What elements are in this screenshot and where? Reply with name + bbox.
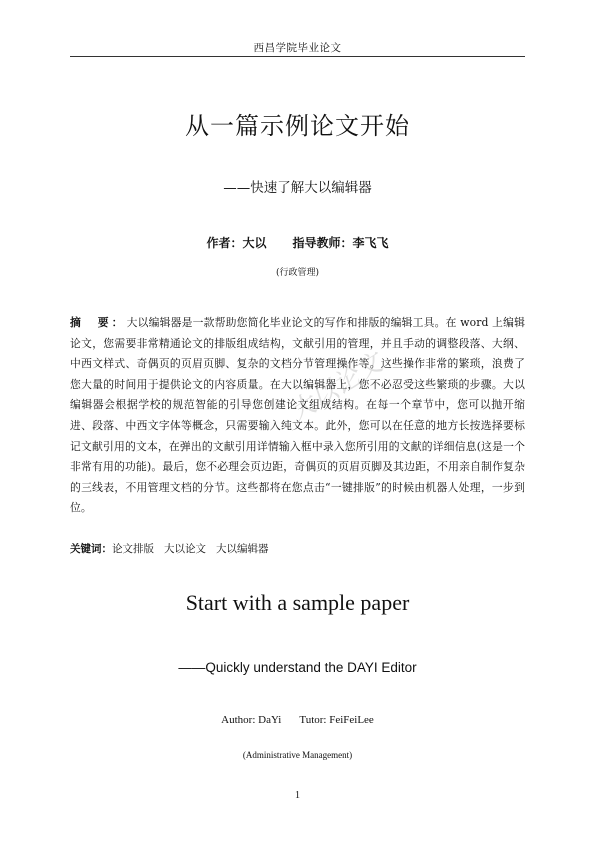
english-title: Start with a sample paper [185,590,410,615]
keyword: 大以论文 [164,543,206,555]
english-subtitle: ——Quickly understand the DAYI Editor [178,660,417,675]
page-number: 1 [295,790,300,801]
chinese-title: 从一篇示例论文开始 [185,112,410,140]
keyword: 论文排版 [112,543,154,555]
chinese-keywords [70,541,525,556]
english-tutor: Tutor: FeiFeiLee [299,714,374,726]
chinese-advisor: 指导教师：李飞飞 [292,236,389,250]
chinese-abstract [70,313,525,519]
english-affiliation: (Administrative Management) [242,750,353,760]
english-author-line [0,714,595,726]
chinese-affiliation: (行政管理) [275,268,320,278]
header-rule [70,56,525,57]
english-author: Author: DaYi [221,714,282,726]
svg-text:大以论文: 大以论文 [283,347,388,429]
abstract-text: 大以编辑器是一款帮助您简化毕业论文的写作和排版的编辑工具。在 word 上编辑论文，您需要非常精通论文的排版组成结构，文献引用的管理，并且手动的调整段落、大纲、中西文样式、奇偶页的页眉页脚、复杂的文档分节管理操作等。这些操作非常的繁琐，浪费了您大量的时间用于提供论文的内容质量。在大以编辑器上，您不必忍受这些繁琐的步骤。大以编辑器会根据学校的规范智能的引导您创建论文组成结构。在每一个章节中，您可以抛开缩进、段落、中西文字体等概念，只需要输入纯文本。此外，您可以在任意的地方长按选择要标记文献引用的文本，在弹出的文献引用详情输入框中录入您所引用的文献的详细信息(这是一个非常有用的功能)。最后，您不必理会页边距，奇偶页的页眉页脚及其边距，不用亲自制作复杂的三线表，不用管理文档的分节。这些都将在您点击“一键排版”的时候由机器人处理，一步到位。 [70,316,526,515]
keyword: 大以编辑器 [216,543,269,555]
chinese-author-line [0,234,595,251]
abstract-label: 摘 要： [70,316,126,329]
keywords-label: 关键词： [70,543,112,555]
chinese-subtitle: ——快速了解大以编辑器 [223,180,372,196]
chinese-author: 作者：大以 [206,236,267,250]
running-header: 西昌学院毕业论文 [253,42,342,54]
